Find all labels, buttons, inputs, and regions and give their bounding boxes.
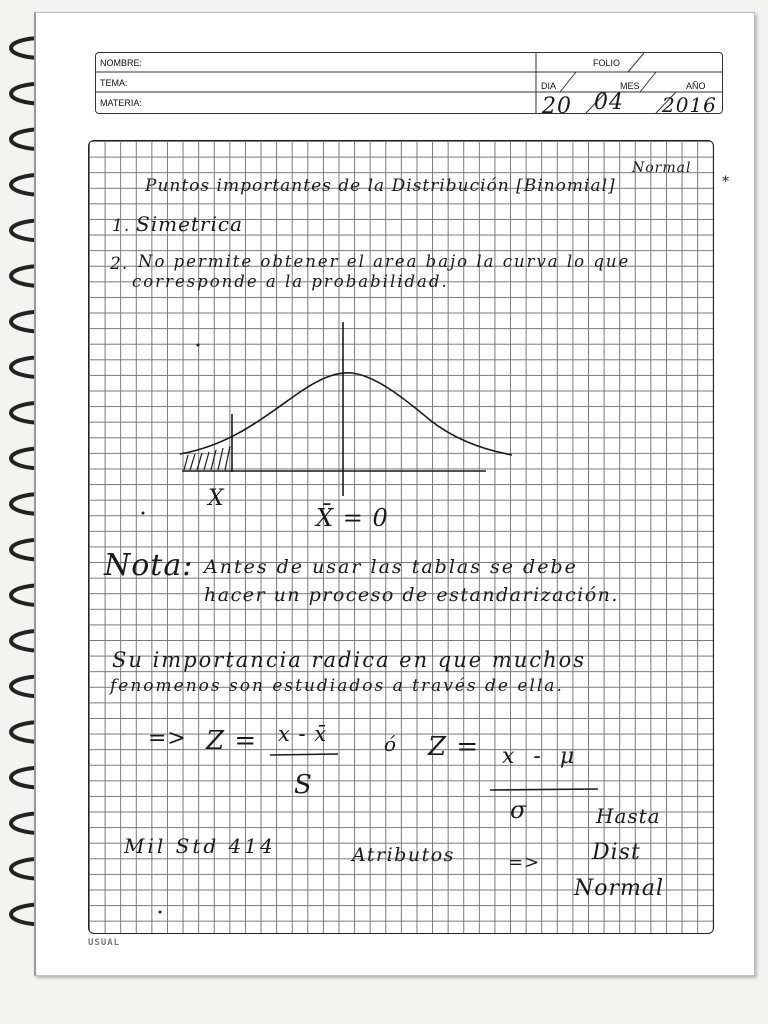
mean-label: X̄ = 0 — [316, 504, 389, 532]
hasta-text: Hasta — [596, 804, 661, 828]
nombre-label: NOMBRE: — [100, 58, 143, 68]
dia-label: DIA — [541, 81, 557, 91]
header-form — [95, 52, 723, 114]
item2-line1: No permite obtener el area bajo la curva lo que — [138, 252, 631, 271]
formula2-denominator: σ — [510, 796, 528, 824]
formula-arrow: => — [148, 726, 187, 751]
formula1-denominator: S — [294, 770, 313, 800]
nota-line1: Antes de usar las tablas se debe — [204, 556, 578, 578]
date-day: 20 — [542, 94, 572, 119]
formula2-lhs: Z = — [428, 732, 480, 762]
atributos-text: Atributos — [352, 844, 455, 866]
normal-text: Normal — [574, 876, 665, 901]
date-year: 2016 — [662, 93, 717, 117]
anio-label: AÑO — [686, 81, 706, 91]
materia-label: MATERIA: — [100, 98, 142, 108]
correction-word: Normal — [632, 160, 692, 176]
x-label: X — [208, 486, 225, 511]
title-mark: * — [722, 174, 730, 190]
folio-label: FOLIO — [593, 58, 621, 68]
brand-logo: USUAL — [88, 938, 121, 948]
tema-label: TEMA: — [100, 78, 128, 88]
formula1-lhs: Z = — [206, 726, 258, 756]
note-title: Puntos importantes de la Distribución [Binomial] — [145, 176, 616, 196]
nota-label: Nota: — [104, 548, 194, 583]
formula2-numerator: x - μ — [502, 744, 581, 769]
item1-text: Simetrica — [136, 212, 244, 236]
importance-line2: fenomenos son estudiados a través de ella. — [110, 676, 564, 696]
arrow-2: => — [508, 852, 541, 873]
date-month: 04 — [594, 90, 624, 115]
importance-line1: Su importancia radica en que muchos — [112, 648, 587, 672]
formula1-numerator: x - x̄ — [278, 722, 328, 746]
formula-or: ó — [384, 732, 398, 756]
item1-number: 1. — [112, 216, 131, 236]
item2-line2: corresponde a la probabilidad. — [132, 272, 449, 291]
mil-std-text: Mil Std 414 — [124, 834, 276, 858]
nota-line2: hacer un proceso de estandarización. — [204, 584, 619, 606]
mes-label: MES — [620, 81, 640, 91]
dist-text: Dist — [592, 840, 641, 865]
item2-number: 2. — [110, 254, 129, 274]
